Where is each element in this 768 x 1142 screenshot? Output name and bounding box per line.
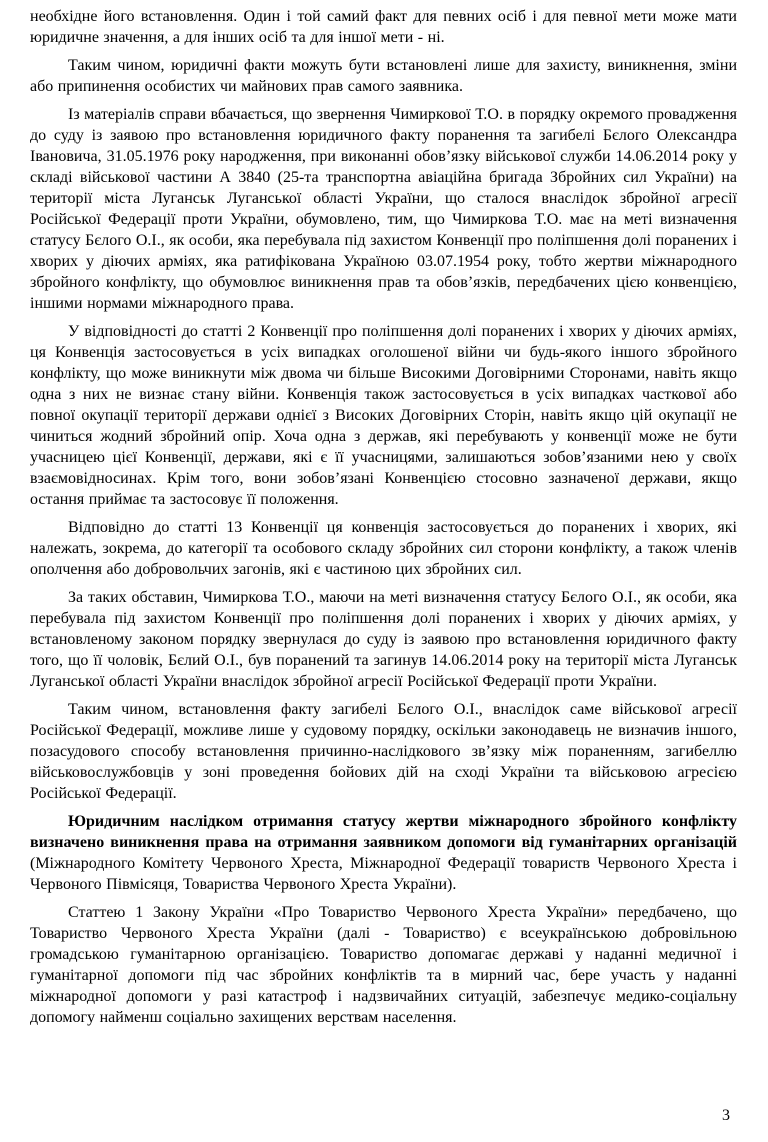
bold-lead-text: Юридичним наслідком отримання статусу жертви міжнародного збройного конфлікту визначено виникнення права на отримання заявником допомоги від гуманітарних організацій (30, 813, 737, 851)
paragraph: Статтею 1 Закону України «Про Товариство Червоного Хреста України» передбачено, що Товариство Червоного Хреста України (далі - Товариство) є всеукраїнською добровільною громадською гуманітарною організацією. Товариство допомагає державі у наданні медичної і гуманітарної допомоги під час збройних конфліктів та в мирний час, бере участь у наданні міжнародної допомоги у разі катастроф і надзвичайних ситуацій, забезпечує медико-соціальну допомогу найменш соціально захищених верствам населення. (30, 904, 737, 1026)
paragraph: Із матеріалів справи вбачається, що звернення Чимиркової Т.О. в порядку окремого провадження до суду із заявою про встановлення юридичного факту поранення та загибелі Бєлого Олександра Івановича, 31.05.1976 року народження, при виконанні обов’язку військової служби 14.06.2014 року у складі військової частини А 3840 (25-та транспортна авіаційна бригада Збройних сил України) на території міста Луганськ Луганської області України, що сталося внаслідок збройної агресії Російської Федерації проти України, обумовлено, тим, що Чимиркова Т.О. має на меті визначення статусу Бєлого О.І., як особи, яка перебувала під захистом Конвенції про поліпшення долі поранених і хворих у діючих арміях, яка ратифікована Україною 03.07.1954 року, тобто жертви міжнародного збройного конфлікту, що обумовлює виникнення прав та обов’язків, передбачених цією конвенцією, іншими нормами міжнародного права. (30, 106, 737, 312)
paragraph: У відповідності до статті 2 Конвенції про поліпшення долі поранених і хворих у діючих арміях, ця Конвенція застосовується в усіх випадках оголошеної війни чи будь-якого іншого збройного конфлікту, що може виникнути між двома чи більше Високими Договірними Сторонами, навіть якщо одна з них не визнає стану війни. Конвенція також застосовується в усіх випадках часткової або повної окупації території держави однієї з Високих Договірних Сторін, навіть якщо цій окупації не чиниться жодний збройний опір. Хоча одна з держав, які перебувають у конвенції може не бути учасницею цієї Конвенції, держави, які є її учасницями, залишаються зобов’язаними нею у своїх взаємовідносинах. Крім того, вони зобов’язані Конвенцією стосовно зазначеної держави, якщо остання приймає та застосовує її положення. (30, 323, 737, 508)
paragraph-with-bold-lead (30, 811, 737, 895)
regular-tail-text: (Міжнародного Комітету Червоного Хреста, Міжнародної Федерації товариств Червоного Хреста і Червоного Півмісяця, Товариства Червоного Хреста України). (30, 855, 737, 893)
paragraph: За таких обставин, Чимиркова Т.О., маючи на меті визначення статусу Бєлого О.І., як особи, яка перебувала під захистом Конвенції про поліпшення долі поранених і хворих у діючих арміях, у встановленому законом порядку звернулася до суду із заявою про встановлення юридичного факту того, що її чоловік, Бєлий О.І., був поранений та загинув 14.06.2014 року на території міста Луганськ Луганської області України внаслідок збройної агресії Російської Федерації проти України. (30, 589, 737, 690)
paragraph: Відповідно до статті 13 Конвенції ця конвенція застосовується до поранених і хворих, які належать, зокрема, до категорії та особового складу збройних сил сторони конфлікту, а також членів ополчення або добровольчих загонів, які є частиною цих збройних сил. (30, 519, 737, 578)
paragraph: Таким чином, юридичні факти можуть бути встановлені лише для захисту, виникнення, зміни або припинення особистих чи майнових прав самого заявника. (30, 57, 737, 95)
paragraph: Таким чином, встановлення факту загибелі Бєлого О.І., внаслідок саме військової агресії Російської Федерації, можливе лише у судовому порядку, оскільки законодавець не визначив іншого, позасудового способу встановлення причинно-наслідкового зв’язку між пораненням, загибеллю військовослужбовців у зоні проведення бойових дій на сході України та військовою агресією Російської Федерації. (30, 701, 737, 802)
paragraph-continuation: необхідне його встановлення. Один і той самий факт для певних осіб і для певної мети може мати юридичне значення, а для інших осіб та для іншої мети - ні. (30, 8, 737, 46)
page-number: 3 (722, 1107, 730, 1124)
